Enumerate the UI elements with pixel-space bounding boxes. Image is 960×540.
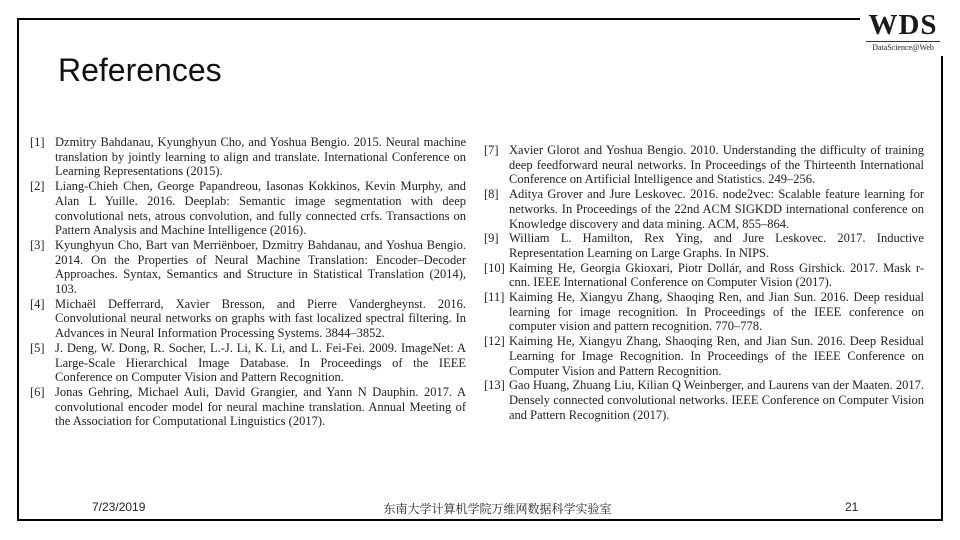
frame-bottom-line [17, 519, 943, 521]
reference-item [484, 290, 924, 334]
reference-number: [13] [484, 378, 505, 393]
frame-top-line [17, 18, 860, 20]
reference-number: [5] [30, 340, 45, 355]
logo-sub-text: DataScience@Web [866, 41, 940, 53]
reference-number: [12] [484, 334, 505, 349]
reference-number: [9] [484, 231, 499, 246]
reference-number: [8] [484, 187, 499, 202]
reference-item [484, 261, 924, 290]
reference-number: [11] [484, 290, 505, 305]
reference-text: Kaiming He, Xiangyu Zhang, Shaoqing Ren, and Jian Sun. 2016. Deep residual learning for image recognition. In Proceedings of the IEEE conference on computer vision and pattern recognition. 770–778. [509, 290, 924, 334]
reference-item [484, 231, 924, 260]
slide-title: References [58, 52, 222, 88]
reference-number: [7] [484, 143, 499, 157]
reference-item [484, 334, 924, 378]
reference-text: Gao Huang, Zhuang Liu, Kilian Q Weinberger, and Laurens van der Maaten. 2017. Densely connected convolutional networks. IEEE Conference on Computer Vision and Pattern Recognition (2017). [509, 378, 924, 422]
reference-item [30, 135, 466, 179]
references-right-column [484, 143, 924, 422]
reference-item [30, 341, 466, 385]
references-left-column [30, 135, 466, 429]
reference-text: J. Deng, W. Dong, R. Socher, L.-J. Li, K. Li, and L. Fei-Fei. 2009. ImageNet: A Large-Scale Hierarchical Image Database. In Proceedings of the IEEE Conference on Computer Vision and Pattern Recognition. [55, 340, 466, 385]
frame-left-line [17, 18, 19, 520]
reference-number: [2] [30, 179, 45, 194]
reference-number: [10] [484, 260, 505, 275]
reference-text: Kaiming He, Xiangyu Zhang, Shaoqing Ren, and Jian Sun. 2016. Deep Residual Learning for Image Recognition. In Proceedings of the IEEE Conference on Computer Vision and Pattern Recognition. [509, 334, 924, 378]
reference-item [30, 297, 466, 341]
footer-date: 7/23/2019 [92, 500, 146, 514]
reference-item [30, 179, 466, 238]
reference-text: Michaël Defferrard, Xavier Bresson, and Pierre Vandergheynst. 2016. Convolutional neural networks on graphs with fast localized spectral filtering. In Advances in Neural Information Processing Systems. 3844–3852. [55, 296, 466, 341]
reference-text: Jonas Gehring, Michael Auli, David Grangier, and Yann N Dauphin. 2017. A convolutional encoder model for neural machine translation. Annual Meeting of the Association for Computational Linguistics (2017). [55, 384, 466, 429]
reference-text: Kaiming He, Georgia Gkioxari, Piotr Dollár, and Ross Girshick. 2017. Mask r-cnn. IEEE International Conference on Computer Vision (2017). [509, 260, 924, 290]
reference-text: Kyunghyun Cho, Bart van Merriënboer, Dzmitry Bahdanau, and Yoshua Bengio. 2014. On the Properties of Neural Machine Translation: Encoder–Decoder Approaches. Syntax, Semantics and Structure in Statistical Translation (2014), 103. [55, 237, 466, 297]
reference-item [30, 238, 466, 297]
footer-organization: 东南大学计算机学院万维网数据科学实验室 [383, 502, 612, 516]
reference-text: William L. Hamilton, Rex Ying, and Jure Leskovec. 2017. Inductive Representation Learning on Large Graphs. In NIPS. [509, 231, 924, 260]
reference-number: [4] [30, 296, 45, 311]
reference-text: Xavier Glorot and Yoshua Bengio. 2010. Understanding the difficulty of training deep feedforward neural networks. In Proceedings of the Thirteenth International Conference on Artificial Intelligence and Statistics. 249–256. [509, 143, 924, 187]
frame-right-line [941, 56, 943, 520]
reference-number: [6] [30, 384, 45, 399]
reference-number: [3] [30, 237, 45, 252]
wds-logo [862, 10, 944, 56]
reference-number: [1] [30, 135, 45, 149]
reference-item [484, 143, 924, 187]
reference-text: Liang-Chieh Chen, George Papandreou, Iasonas Kokkinos, Kevin Murphy, and Alan L Yuille. 2016. Deeplab: Semantic image segmentation with deep convolutional nets, atrous convolution, and fully connected crfs. Transactions on Pattern Analysis and Machine Intelligence (2016). [55, 179, 466, 238]
reference-item [484, 187, 924, 231]
reference-item [30, 385, 466, 429]
reference-item [484, 378, 924, 422]
reference-text: Aditya Grover and Jure Leskovec. 2016. node2vec: Scalable feature learning for networks. In Proceedings of the 22nd ACM SIGKDD international conference on Knowledge discovery and data mining. ACM, 855–864. [509, 187, 924, 231]
reference-text: Dzmitry Bahdanau, Kyunghyun Cho, and Yoshua Bengio. 2015. Neural machine translation by jointly learning to align and translate. International Conference on Learning Representations (2015). [55, 135, 466, 179]
page-number: 21 [845, 500, 859, 514]
logo-main-text: WDS [868, 9, 938, 41]
